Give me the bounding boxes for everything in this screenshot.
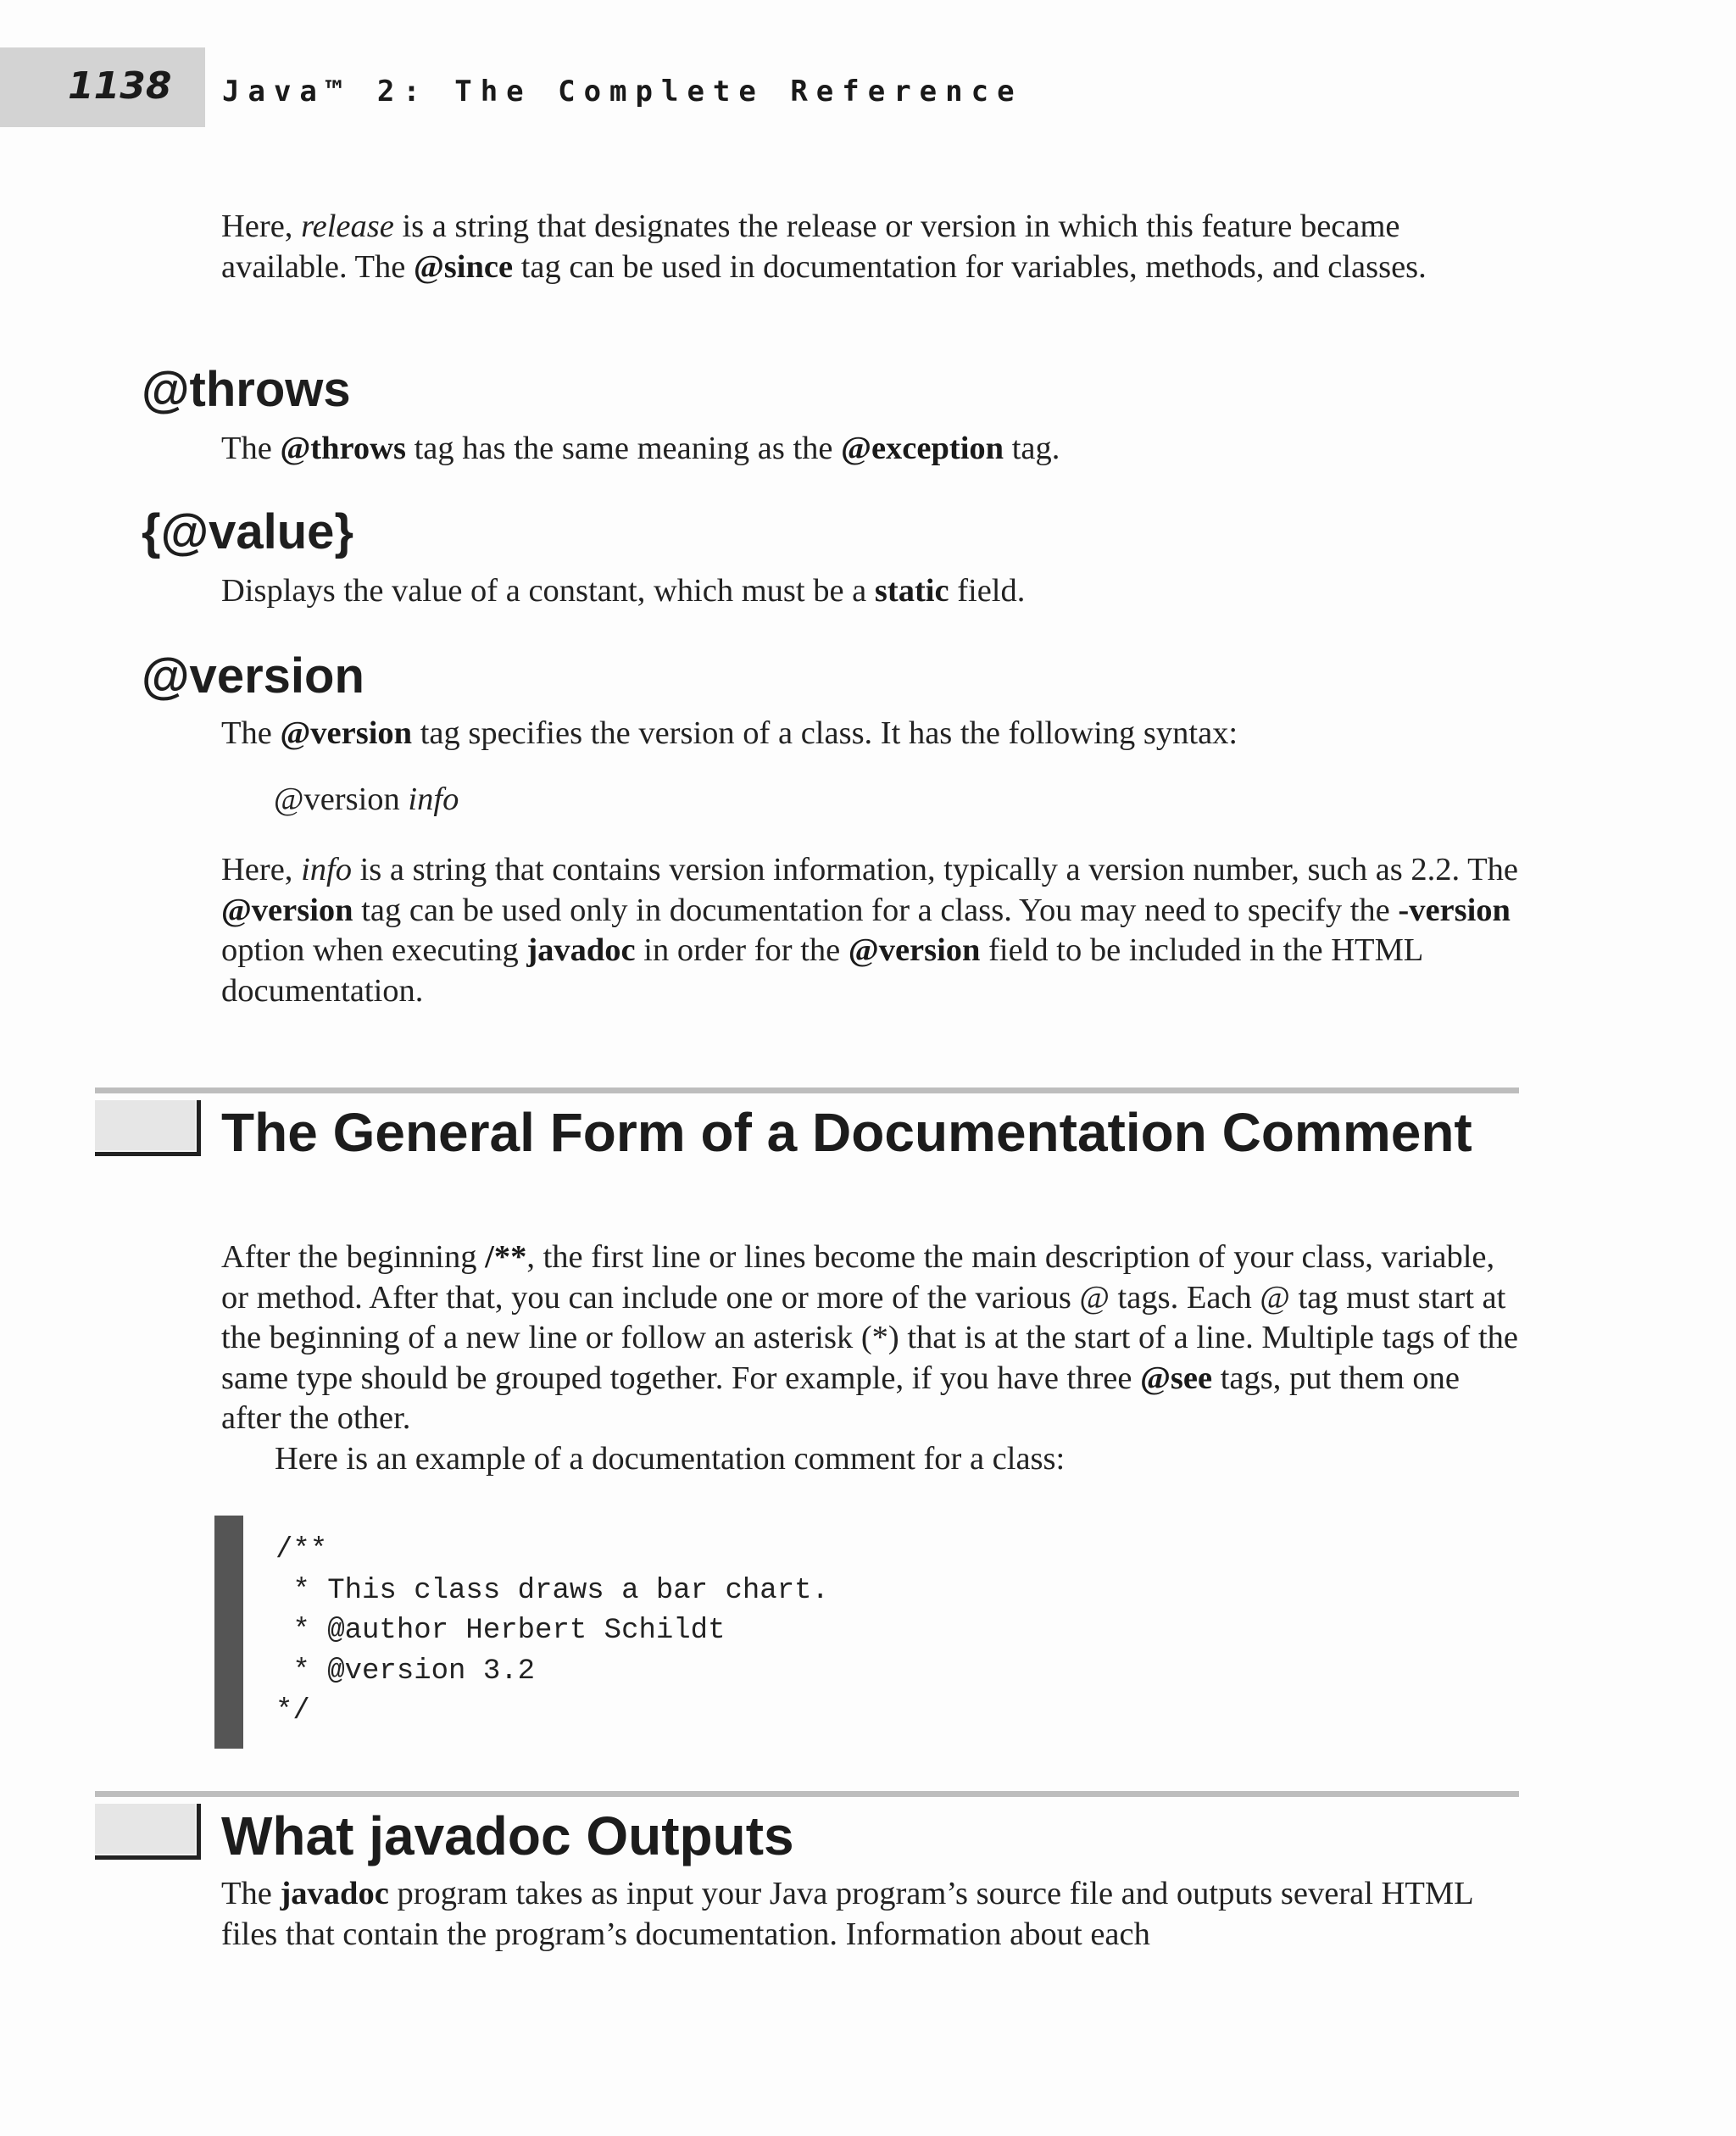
page-number: 1138: [68, 64, 172, 108]
general-form-paragraph: After the beginning /**, the first line or lines become the main description of your class, variable, or method. After that, you can include one or more of the various @ tags. Each @ tag must start at the beginning of a new line or follow an asterisk (*) that is at the start of a line. Multiple tags of the same type should be grouped together. For example, if you have three @see tags, put them one after the other.: [221, 1239, 1518, 1436]
since-paragraph: Here, release is a string that designates the release or version in which this feature became available. The @since tag can be used in documentation for variables, methods, and classes.: [221, 209, 1427, 285]
outputs-paragraph: The javadoc program takes as input your Java program’s source file and outputs several HTML files that contain the program’s documentation. Information about each: [221, 1876, 1473, 1952]
section-rule: [95, 1791, 1519, 1797]
throws-heading: @throws: [142, 362, 351, 417]
section-marker-icon: [95, 1804, 201, 1860]
version-paragraph-1: The @version tag specifies the version of a class. It has the following syntax:: [221, 715, 1238, 751]
version-syntax: @version info: [274, 782, 459, 817]
throws-paragraph: The @throws tag has the same meaning as the @exception tag.: [221, 431, 1060, 466]
section-rule: [95, 1087, 1519, 1093]
version-paragraph-2: Here, info is a string that contains version information, typically a version number, such as 2.2. The @version tag can be used only in documentation for a class. You may need to specify the -version option when executing javadoc in order for the @version field to be included in the HTML documentation.: [221, 852, 1518, 1009]
example-intro-paragraph: Here is an example of a documentation comment for a class:: [275, 1441, 1066, 1477]
general-form-heading: The General Form of a Documentation Comment: [221, 1102, 1472, 1163]
value-heading: {@value}: [142, 504, 354, 559]
section-marker-icon: [95, 1100, 201, 1156]
running-title: Java™ 2: The Complete Reference: [222, 75, 1023, 108]
version-heading: @version: [142, 648, 364, 704]
code-margin-bar: [214, 1516, 243, 1749]
value-paragraph: Displays the value of a constant, which must be a static field.: [221, 573, 1026, 609]
code-example: /** * This class draws a bar chart. * @author Herbert Schildt * @version 3.2 */: [275, 1534, 829, 1727]
outputs-heading: What javadoc Outputs: [221, 1805, 794, 1866]
